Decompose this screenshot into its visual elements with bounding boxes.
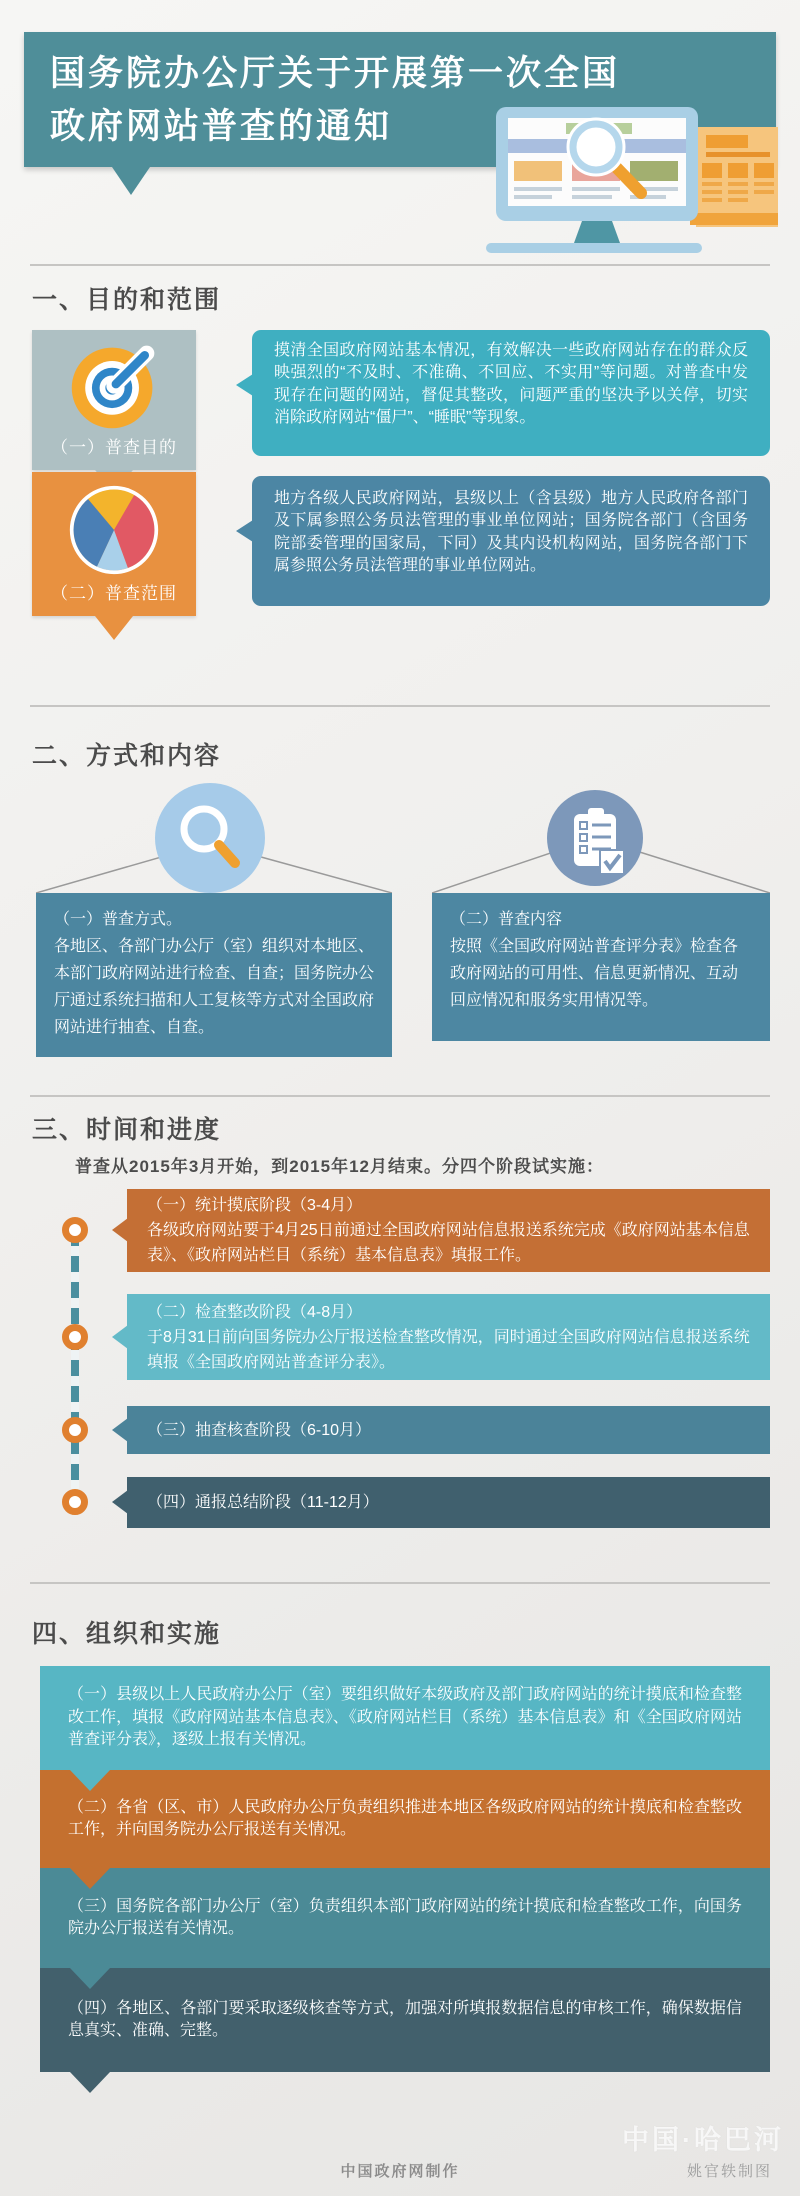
section1-divider <box>30 264 770 266</box>
org-block-4 <box>40 1968 770 2072</box>
stage-2-title: （二）检查整改阶段（4-8月） <box>147 1304 363 1321</box>
stage-4 <box>127 1477 770 1528</box>
page-title-line1: 国务院办公厅关于开展第一次全国 <box>50 54 621 93</box>
purpose-bubble <box>252 330 770 456</box>
method-text: 各地区、各部门办公厅（室）组织对本地区、本部门政府网站进行检查、自查；国务院办公厅通过系统扫描和人工复核等方式对全国政府网站进行抽查、自查。 <box>54 938 375 1036</box>
section3-divider <box>30 1095 770 1097</box>
stage-3-arrow <box>112 1418 128 1442</box>
content-connector-group <box>432 788 770 893</box>
org-block-1-text: （一）县级以上人民政府办公厅（室）要组织做好本级政府及部门政府网站的统计摸底和检查整改工作，填报《政府网站基本信息表》、《政府网站栏目（系统）基本信息表》和《全国政府网站普查评分表》，逐级上报有关情况。 <box>68 1686 742 1749</box>
footer-artist-credit: 姚官轶制图 <box>686 2163 772 2180</box>
timeline-bullet-2 <box>62 1324 88 1350</box>
scope-text: 地方各级人民政府网站，县级以上（含县级）地方人民政府各部门及下属参照公务员法管理的事业单位网站；国务院各部门（含国务院部委管理的国家局，下同）及其内设机构网站，国务院各部门下属参照公务员法管理的事业单位网站。 <box>274 490 748 575</box>
scope-tile-tail <box>95 616 133 640</box>
method-circle <box>155 783 265 893</box>
timeline-line <box>71 1230 79 1502</box>
footer-credit: 中国政府网制作 <box>340 2163 460 2180</box>
stage-1 <box>127 1189 770 1272</box>
scope-bubble-tail <box>236 520 253 542</box>
timeline-intro: 普查从2015年3月开始，到2015年12月结束。分四个阶段试实施： <box>75 1157 604 1176</box>
stage-3 <box>127 1406 770 1454</box>
stage-1-title: （一）统计摸底阶段（3-4月） <box>147 1197 363 1214</box>
org-block-4-text: （四）各地区、各部门要采取逐级核查等方式，加强对所填报数据信息的审核工作，确保数据信息真实、准确、完整。 <box>68 1999 742 2039</box>
purpose-text: 摸清全国政府网站基本情况，有效解决一些政府网站存在的群众反映强烈的“不及时、不准确、不回应、不实用”等问题。对普查中发现存在问题的网站，督促其整改，问题严重的坚决予以关停，切实消除政府网站“僵尸”、“睡眠”等现象。 <box>274 342 748 427</box>
org-tail-4 <box>70 2072 110 2093</box>
org-block-2 <box>40 1770 770 1868</box>
stage-1-arrow <box>112 1218 128 1242</box>
stage-1-text: 各级政府网站要于4月25日前通过全国政府网站信息报送系统完成《政府网站基本信息表》、《政府网站栏目（系统）基本信息表》填报工作。 <box>147 1222 750 1264</box>
content-text: 按照《全国政府网站普查评分表》检查各政府网站的可用性、信息更新情况、互动回应情况和服务实用情况等。 <box>450 938 739 1009</box>
section4-divider <box>30 1582 770 1584</box>
section1-heading: 一、目的和范围 <box>32 286 222 314</box>
stage-3-title: （三）抽查核查阶段（6-10月） <box>147 1421 372 1439</box>
org-block-2-text: （二）各省（区、市）人民政府办公厅负责组织推进本地区各级政府网站的统计摸底和检查整改工作，并向国务院办公厅报送有关情况。 <box>68 1798 742 1838</box>
page-title-line2: 政府网站普查的通知 <box>50 106 393 146</box>
section3-heading: 三、时间和进度 <box>32 1116 222 1144</box>
stage-2 <box>127 1294 770 1380</box>
method-connector-group <box>36 783 392 893</box>
timeline-bullet-3 <box>62 1417 88 1443</box>
purpose-bubble-tail <box>236 374 253 396</box>
stage-2-text: 于8月31日前向国务院办公厅报送检查整改情况，同时通过全国政府网站信息报送系统填报《全国政府网站普查评分表》。 <box>147 1329 750 1371</box>
purpose-tile-label: （一）普查目的 <box>51 438 177 457</box>
banner-tail <box>112 167 150 195</box>
pie-chart-icon <box>68 563 160 580</box>
timeline-bullet-4 <box>62 1489 88 1515</box>
content-title: （二）普查内容 <box>450 911 563 928</box>
method-box <box>36 893 392 1057</box>
stage-2-arrow <box>112 1325 128 1349</box>
section4-heading: 四、组织和实施 <box>32 1620 222 1648</box>
purpose-tile <box>32 330 196 470</box>
org-block-1 <box>40 1666 770 1770</box>
org-tail-1 <box>70 1770 110 1791</box>
org-tail-2 <box>70 1868 110 1889</box>
monitor-illustration <box>478 103 780 255</box>
stage-4-title: （四）通报总结阶段（11-12月） <box>147 1494 379 1511</box>
scope-tile-label: （二）普查范围 <box>51 584 177 603</box>
watermark: 中国·哈巴河 <box>622 2125 784 2155</box>
timeline-bullet-1 <box>62 1217 88 1243</box>
scope-tile <box>32 472 196 616</box>
content-box <box>432 893 770 1041</box>
method-title: （一）普查方式。 <box>54 911 183 928</box>
scope-bubble <box>252 476 770 606</box>
document-icon <box>690 127 778 227</box>
section2-heading: 二、方式和内容 <box>32 742 222 770</box>
stage-4-arrow <box>112 1490 128 1514</box>
section2-divider <box>30 705 770 707</box>
org-block-3 <box>40 1868 770 1968</box>
org-block-3-text: （三）国务院各部门办公厅（室）负责组织本部门政府网站的统计摸底和检查整改工作，向国务院办公厅报送有关情况。 <box>68 1897 742 1937</box>
org-tail-3 <box>70 1968 110 1989</box>
